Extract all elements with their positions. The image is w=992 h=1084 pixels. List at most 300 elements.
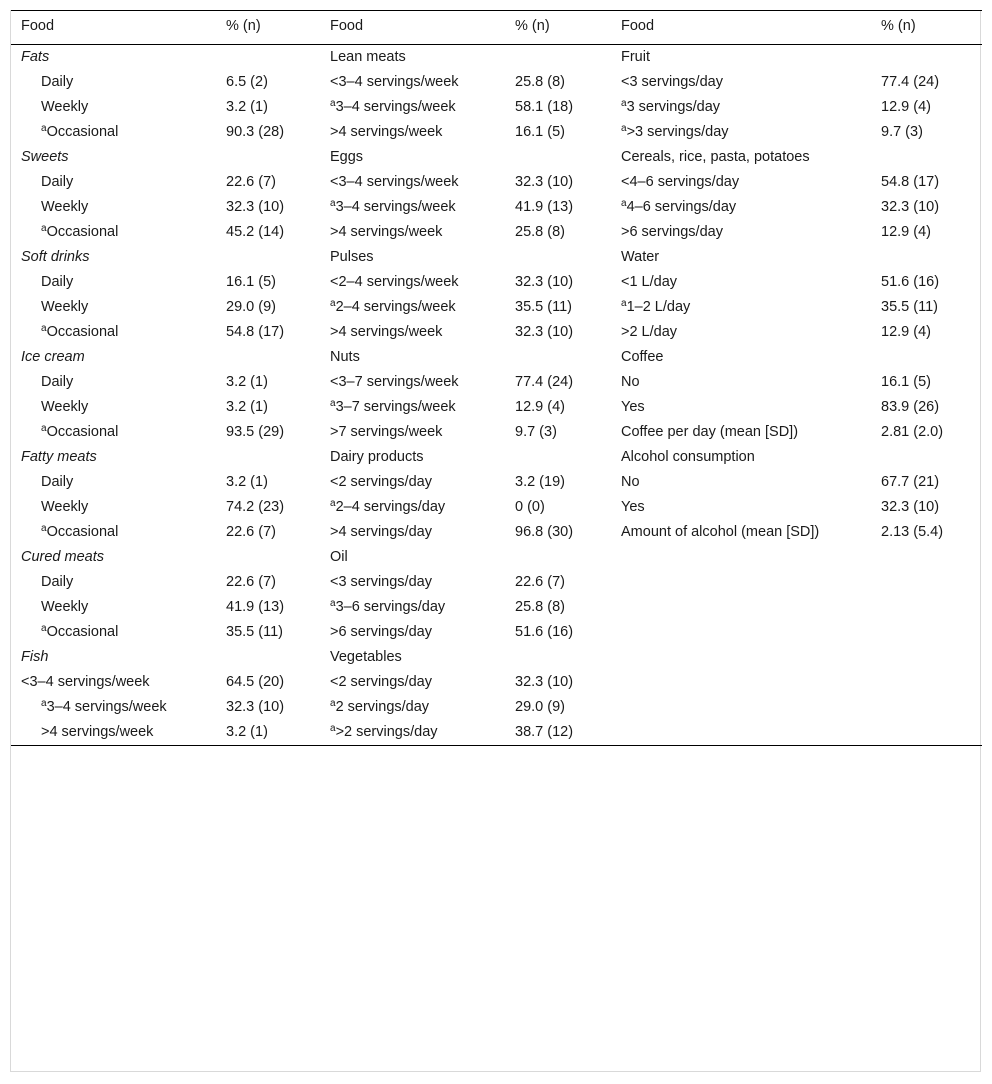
cell-text: 64.5 (20) bbox=[226, 674, 285, 690]
cell-text: 3.2 (1) bbox=[226, 374, 268, 390]
food-cell bbox=[611, 45, 871, 71]
table-row bbox=[11, 220, 982, 245]
cell-text: Pulses bbox=[330, 249, 374, 265]
cell-text: Fruit bbox=[621, 49, 650, 65]
table-row bbox=[11, 70, 982, 95]
cell-text: 41.9 (13) bbox=[226, 599, 285, 615]
food-cell bbox=[11, 670, 216, 695]
cell-text: 3.2 (1) bbox=[226, 399, 268, 415]
table-row bbox=[11, 695, 982, 720]
food-cell bbox=[11, 95, 216, 120]
cell-text: 16.1 (5) bbox=[226, 274, 276, 290]
cell-text: 2.13 (5.4) bbox=[881, 524, 944, 540]
footnote-marker: a bbox=[330, 98, 336, 109]
percent-cell bbox=[505, 645, 611, 670]
cell-text: 0 (0) bbox=[515, 499, 545, 515]
cell-text: Weekly bbox=[41, 199, 89, 215]
cell-text: >6 servings/day bbox=[621, 224, 723, 240]
footnote-marker: a bbox=[330, 398, 336, 409]
table-row bbox=[11, 395, 982, 420]
percent-cell bbox=[216, 695, 320, 720]
cell-text: Fish bbox=[21, 649, 49, 665]
cell-text: 3.2 (19) bbox=[515, 474, 565, 490]
food-cell bbox=[11, 195, 216, 220]
cell-text: Oil bbox=[330, 549, 348, 565]
cell-text: 35.5 (11) bbox=[226, 624, 283, 640]
cell-text: Daily bbox=[41, 174, 74, 190]
food-cell bbox=[320, 145, 505, 170]
percent-cell bbox=[505, 120, 611, 145]
food-cell bbox=[611, 670, 871, 695]
cell-text: Sweets bbox=[21, 149, 69, 165]
food-cell bbox=[320, 345, 505, 370]
percent-cell bbox=[216, 45, 320, 71]
percent-cell bbox=[871, 145, 982, 170]
food-cell bbox=[611, 445, 871, 470]
percent-cell bbox=[216, 170, 320, 195]
food-cell bbox=[611, 620, 871, 645]
percent-cell bbox=[871, 595, 982, 620]
footnote-marker: a bbox=[621, 123, 627, 134]
food-cell bbox=[320, 395, 505, 420]
percent-cell bbox=[871, 370, 982, 395]
cell-text: 93.5 (29) bbox=[226, 424, 285, 440]
food-frequency-table bbox=[11, 10, 982, 746]
percent-cell bbox=[505, 345, 611, 370]
food-cell bbox=[611, 320, 871, 345]
footnote-marker: a bbox=[330, 198, 336, 209]
percent-cell bbox=[871, 95, 982, 120]
food-cell bbox=[320, 645, 505, 670]
food-cell bbox=[611, 220, 871, 245]
food-cell bbox=[320, 520, 505, 545]
cell-text: 3 servings/day bbox=[626, 99, 721, 115]
cell-text: Soft drinks bbox=[21, 249, 90, 265]
cell-text: 22.6 (7) bbox=[226, 574, 276, 590]
cell-text: <3–7 servings/week bbox=[330, 374, 459, 390]
food-cell bbox=[320, 220, 505, 245]
food-cell bbox=[611, 120, 871, 145]
cell-text: Ice cream bbox=[21, 349, 85, 365]
percent-cell bbox=[871, 295, 982, 320]
percent-cell bbox=[505, 395, 611, 420]
cell-text: Coffee per day (mean [SD]) bbox=[621, 424, 799, 440]
table-row bbox=[11, 720, 982, 746]
cell-text: Weekly bbox=[41, 599, 89, 615]
percent-cell bbox=[871, 70, 982, 95]
cell-text: <1 L/day bbox=[621, 274, 678, 290]
percent-cell bbox=[505, 595, 611, 620]
food-cell bbox=[11, 645, 216, 670]
cell-text: 3.2 (1) bbox=[226, 474, 268, 490]
food-cell bbox=[611, 170, 871, 195]
food-cell bbox=[611, 545, 871, 570]
percent-cell bbox=[216, 470, 320, 495]
percent-cell bbox=[871, 445, 982, 470]
cell-text: 3–4 servings/week bbox=[46, 699, 167, 715]
percent-cell bbox=[505, 320, 611, 345]
cell-text: 2 servings/day bbox=[335, 699, 430, 715]
cell-text: 22.6 (7) bbox=[226, 524, 276, 540]
table-row bbox=[11, 320, 982, 345]
cell-text: Eggs bbox=[330, 149, 364, 165]
cell-text: >6 servings/day bbox=[330, 624, 432, 640]
cell-text: 54.8 (17) bbox=[226, 324, 285, 340]
percent-cell bbox=[505, 295, 611, 320]
footnote-marker: a bbox=[41, 123, 47, 134]
food-cell bbox=[11, 370, 216, 395]
food-cell bbox=[611, 470, 871, 495]
cell-text: 2.81 (2.0) bbox=[881, 424, 944, 440]
cell-text: Yes bbox=[621, 399, 645, 415]
table-row bbox=[11, 245, 982, 270]
food-cell bbox=[11, 420, 216, 445]
food-cell bbox=[320, 420, 505, 445]
percent-cell bbox=[216, 670, 320, 695]
percent-cell bbox=[505, 145, 611, 170]
table-row bbox=[11, 145, 982, 170]
cell-text: >4 servings/week bbox=[41, 724, 154, 740]
food-cell bbox=[320, 620, 505, 645]
food-cell bbox=[11, 220, 216, 245]
table-row bbox=[11, 595, 982, 620]
percent-cell bbox=[505, 95, 611, 120]
food-cell bbox=[320, 720, 505, 746]
food-cell bbox=[11, 470, 216, 495]
cell-text: 77.4 (24) bbox=[881, 74, 940, 90]
percent-cell bbox=[871, 45, 982, 71]
percent-cell bbox=[871, 520, 982, 545]
percent-cell bbox=[505, 470, 611, 495]
food-cell bbox=[611, 345, 871, 370]
cell-text: Weekly bbox=[41, 299, 89, 315]
cell-text: <2–4 servings/week bbox=[330, 274, 459, 290]
cell-text: 41.9 (13) bbox=[515, 199, 574, 215]
food-cell bbox=[611, 720, 871, 746]
table-row bbox=[11, 295, 982, 320]
percent-cell bbox=[216, 445, 320, 470]
cell-text: 3–6 servings/day bbox=[335, 599, 446, 615]
food-cell bbox=[11, 545, 216, 570]
percent-cell bbox=[505, 570, 611, 595]
cell-text: 9.7 (3) bbox=[881, 124, 923, 140]
percent-cell bbox=[871, 320, 982, 345]
food-cell bbox=[11, 345, 216, 370]
percent-cell bbox=[871, 470, 982, 495]
percent-cell bbox=[871, 270, 982, 295]
percent-cell bbox=[505, 520, 611, 545]
table-row bbox=[11, 270, 982, 295]
food-cell bbox=[611, 520, 871, 545]
percent-cell bbox=[505, 170, 611, 195]
food-cell bbox=[320, 270, 505, 295]
cell-text: Cereals, rice, pasta, potatoes bbox=[621, 149, 810, 165]
cell-text: 51.6 (16) bbox=[881, 274, 940, 290]
food-cell bbox=[11, 170, 216, 195]
food-cell bbox=[320, 245, 505, 270]
food-cell bbox=[611, 245, 871, 270]
food-cell bbox=[11, 295, 216, 320]
table-row bbox=[11, 45, 982, 71]
percent-cell bbox=[871, 345, 982, 370]
percent-cell bbox=[505, 370, 611, 395]
cell-text: Amount of alcohol (mean [SD]) bbox=[621, 524, 820, 540]
food-cell bbox=[320, 120, 505, 145]
table-body bbox=[11, 45, 982, 746]
table-row bbox=[11, 345, 982, 370]
cell-text: 83.9 (26) bbox=[881, 399, 940, 415]
cell-text: Daily bbox=[41, 74, 74, 90]
footnote-marker: a bbox=[41, 623, 47, 634]
cell-text: 12.9 (4) bbox=[881, 224, 931, 240]
percent-cell bbox=[216, 120, 320, 145]
percent-cell bbox=[216, 570, 320, 595]
cell-text: 12.9 (4) bbox=[515, 399, 565, 415]
food-cell bbox=[611, 645, 871, 670]
cell-text: Daily bbox=[41, 474, 74, 490]
percent-cell bbox=[216, 320, 320, 345]
cell-text: 4–6 servings/day bbox=[626, 199, 737, 215]
food-cell bbox=[320, 170, 505, 195]
percent-cell bbox=[871, 220, 982, 245]
food-cell bbox=[11, 445, 216, 470]
cell-text: Daily bbox=[41, 274, 74, 290]
header-percent-3: % (n) bbox=[871, 11, 982, 45]
percent-cell bbox=[216, 345, 320, 370]
cell-text: 90.3 (28) bbox=[226, 124, 285, 140]
cell-text: 38.7 (12) bbox=[515, 724, 574, 740]
percent-cell bbox=[871, 120, 982, 145]
header-food-1: Food bbox=[11, 11, 216, 45]
cell-text: 3–7 servings/week bbox=[335, 399, 456, 415]
header-percent-2: % (n) bbox=[505, 11, 611, 45]
cell-text: 29.0 (9) bbox=[226, 299, 276, 315]
food-cell bbox=[611, 570, 871, 595]
food-cell bbox=[611, 420, 871, 445]
footnote-marker: a bbox=[41, 698, 47, 709]
food-cell bbox=[11, 270, 216, 295]
footnote-marker: a bbox=[330, 698, 336, 709]
food-cell bbox=[320, 695, 505, 720]
percent-cell bbox=[216, 420, 320, 445]
percent-cell bbox=[505, 495, 611, 520]
food-cell bbox=[11, 520, 216, 545]
percent-cell bbox=[216, 245, 320, 270]
percent-cell bbox=[505, 445, 611, 470]
footnote-marker: a bbox=[330, 298, 336, 309]
cell-text: Occasional bbox=[46, 224, 119, 240]
cell-text: No bbox=[621, 474, 640, 490]
cell-text: 32.3 (10) bbox=[226, 699, 285, 715]
cell-text: >4 servings/week bbox=[330, 324, 443, 340]
footnote-marker: a bbox=[330, 598, 336, 609]
food-cell bbox=[11, 145, 216, 170]
percent-cell bbox=[505, 720, 611, 746]
cell-text: 25.8 (8) bbox=[515, 224, 565, 240]
footnote-marker: a bbox=[41, 323, 47, 334]
percent-cell bbox=[216, 520, 320, 545]
cell-text: 54.8 (17) bbox=[881, 174, 940, 190]
cell-text: 29.0 (9) bbox=[515, 699, 565, 715]
cell-text: 3.2 (1) bbox=[226, 724, 268, 740]
cell-text: <3–4 servings/week bbox=[330, 174, 459, 190]
table-row bbox=[11, 195, 982, 220]
cell-text: 32.3 (10) bbox=[515, 274, 574, 290]
percent-cell bbox=[505, 670, 611, 695]
food-frequency-table-container bbox=[10, 10, 981, 1072]
food-cell bbox=[611, 370, 871, 395]
food-cell bbox=[611, 195, 871, 220]
table-row bbox=[11, 370, 982, 395]
cell-text: 51.6 (16) bbox=[515, 624, 574, 640]
percent-cell bbox=[216, 370, 320, 395]
cell-text: 1–2 L/day bbox=[626, 299, 691, 315]
percent-cell bbox=[871, 420, 982, 445]
cell-text: >2 L/day bbox=[621, 324, 678, 340]
cell-text: 22.6 (7) bbox=[515, 574, 565, 590]
percent-cell bbox=[871, 670, 982, 695]
cell-text: 16.1 (5) bbox=[515, 124, 565, 140]
cell-text: 9.7 (3) bbox=[515, 424, 557, 440]
food-cell bbox=[11, 595, 216, 620]
percent-cell bbox=[871, 195, 982, 220]
food-cell bbox=[320, 595, 505, 620]
percent-cell bbox=[505, 45, 611, 71]
food-cell bbox=[611, 70, 871, 95]
food-cell bbox=[611, 495, 871, 520]
food-cell bbox=[11, 245, 216, 270]
food-cell bbox=[611, 95, 871, 120]
cell-text: 3.2 (1) bbox=[226, 99, 268, 115]
cell-text: 58.1 (18) bbox=[515, 99, 574, 115]
table-row bbox=[11, 470, 982, 495]
cell-text: 3–4 servings/week bbox=[335, 99, 456, 115]
cell-text: Occasional bbox=[46, 524, 119, 540]
cell-text: Weekly bbox=[41, 399, 89, 415]
food-cell bbox=[320, 370, 505, 395]
percent-cell bbox=[216, 70, 320, 95]
food-cell bbox=[11, 45, 216, 71]
food-cell bbox=[11, 720, 216, 746]
cell-text: 3–4 servings/week bbox=[335, 199, 456, 215]
food-cell bbox=[611, 145, 871, 170]
cell-text: 32.3 (10) bbox=[881, 199, 940, 215]
percent-cell bbox=[216, 595, 320, 620]
cell-text: 2–4 servings/week bbox=[335, 299, 456, 315]
percent-cell bbox=[871, 720, 982, 746]
header-food-3: Food bbox=[611, 11, 871, 45]
cell-text: Fatty meats bbox=[21, 449, 97, 465]
food-cell bbox=[11, 570, 216, 595]
cell-text: Alcohol consumption bbox=[621, 449, 755, 465]
cell-text: Lean meats bbox=[330, 49, 406, 65]
food-cell bbox=[11, 695, 216, 720]
percent-cell bbox=[216, 270, 320, 295]
cell-text: 74.2 (23) bbox=[226, 499, 285, 515]
percent-cell bbox=[505, 220, 611, 245]
cell-text: Occasional bbox=[46, 624, 119, 640]
percent-cell bbox=[216, 645, 320, 670]
food-cell bbox=[320, 470, 505, 495]
percent-cell bbox=[505, 620, 611, 645]
percent-cell bbox=[216, 145, 320, 170]
food-cell bbox=[11, 395, 216, 420]
cell-text: 32.3 (10) bbox=[226, 199, 285, 215]
cell-text: 45.2 (14) bbox=[226, 224, 285, 240]
cell-text: 16.1 (5) bbox=[881, 374, 931, 390]
cell-text: Occasional bbox=[46, 424, 119, 440]
cell-text: >2 servings/day bbox=[335, 724, 438, 740]
food-cell bbox=[320, 545, 505, 570]
cell-text: 12.9 (4) bbox=[881, 99, 931, 115]
footnote-marker: a bbox=[621, 198, 627, 209]
cell-text: 22.6 (7) bbox=[226, 174, 276, 190]
percent-cell bbox=[216, 220, 320, 245]
percent-cell bbox=[871, 645, 982, 670]
food-cell bbox=[11, 120, 216, 145]
percent-cell bbox=[216, 395, 320, 420]
cell-text: <2 servings/day bbox=[330, 474, 432, 490]
footnote-marker: a bbox=[330, 723, 336, 734]
percent-cell bbox=[871, 170, 982, 195]
cell-text: 6.5 (2) bbox=[226, 74, 268, 90]
table-row bbox=[11, 670, 982, 695]
table-row bbox=[11, 570, 982, 595]
percent-cell bbox=[216, 720, 320, 746]
food-cell bbox=[320, 320, 505, 345]
cell-text: Weekly bbox=[41, 499, 89, 515]
footnote-marker: a bbox=[41, 223, 47, 234]
food-cell bbox=[320, 445, 505, 470]
cell-text: Yes bbox=[621, 499, 645, 515]
percent-cell bbox=[871, 395, 982, 420]
cell-text: 67.7 (21) bbox=[881, 474, 940, 490]
footnote-marker: a bbox=[621, 298, 627, 309]
percent-cell bbox=[505, 270, 611, 295]
cell-text: Occasional bbox=[46, 324, 119, 340]
cell-text: Coffee bbox=[621, 349, 664, 365]
table-row bbox=[11, 120, 982, 145]
food-cell bbox=[11, 495, 216, 520]
percent-cell bbox=[871, 545, 982, 570]
cell-text: >7 servings/week bbox=[330, 424, 443, 440]
food-cell bbox=[320, 45, 505, 71]
cell-text: 35.5 (11) bbox=[881, 299, 938, 315]
cell-text: Nuts bbox=[330, 349, 360, 365]
cell-text: <3 servings/day bbox=[330, 574, 432, 590]
cell-text: No bbox=[621, 374, 640, 390]
food-cell bbox=[320, 570, 505, 595]
header-food-2: Food bbox=[320, 11, 505, 45]
percent-cell bbox=[505, 195, 611, 220]
percent-cell bbox=[505, 695, 611, 720]
cell-text: Weekly bbox=[41, 99, 89, 115]
footnote-marker: a bbox=[41, 523, 47, 534]
cell-text: Water bbox=[621, 249, 660, 265]
food-cell bbox=[320, 670, 505, 695]
food-cell bbox=[320, 70, 505, 95]
percent-cell bbox=[871, 495, 982, 520]
footnote-marker: a bbox=[330, 498, 336, 509]
cell-text: <3–4 servings/week bbox=[21, 674, 150, 690]
cell-text: >4 servings/week bbox=[330, 124, 443, 140]
cell-text: <3 servings/day bbox=[621, 74, 723, 90]
percent-cell bbox=[505, 545, 611, 570]
table-header-row bbox=[11, 11, 982, 45]
table-row bbox=[11, 520, 982, 545]
percent-cell bbox=[505, 420, 611, 445]
cell-text: 12.9 (4) bbox=[881, 324, 931, 340]
